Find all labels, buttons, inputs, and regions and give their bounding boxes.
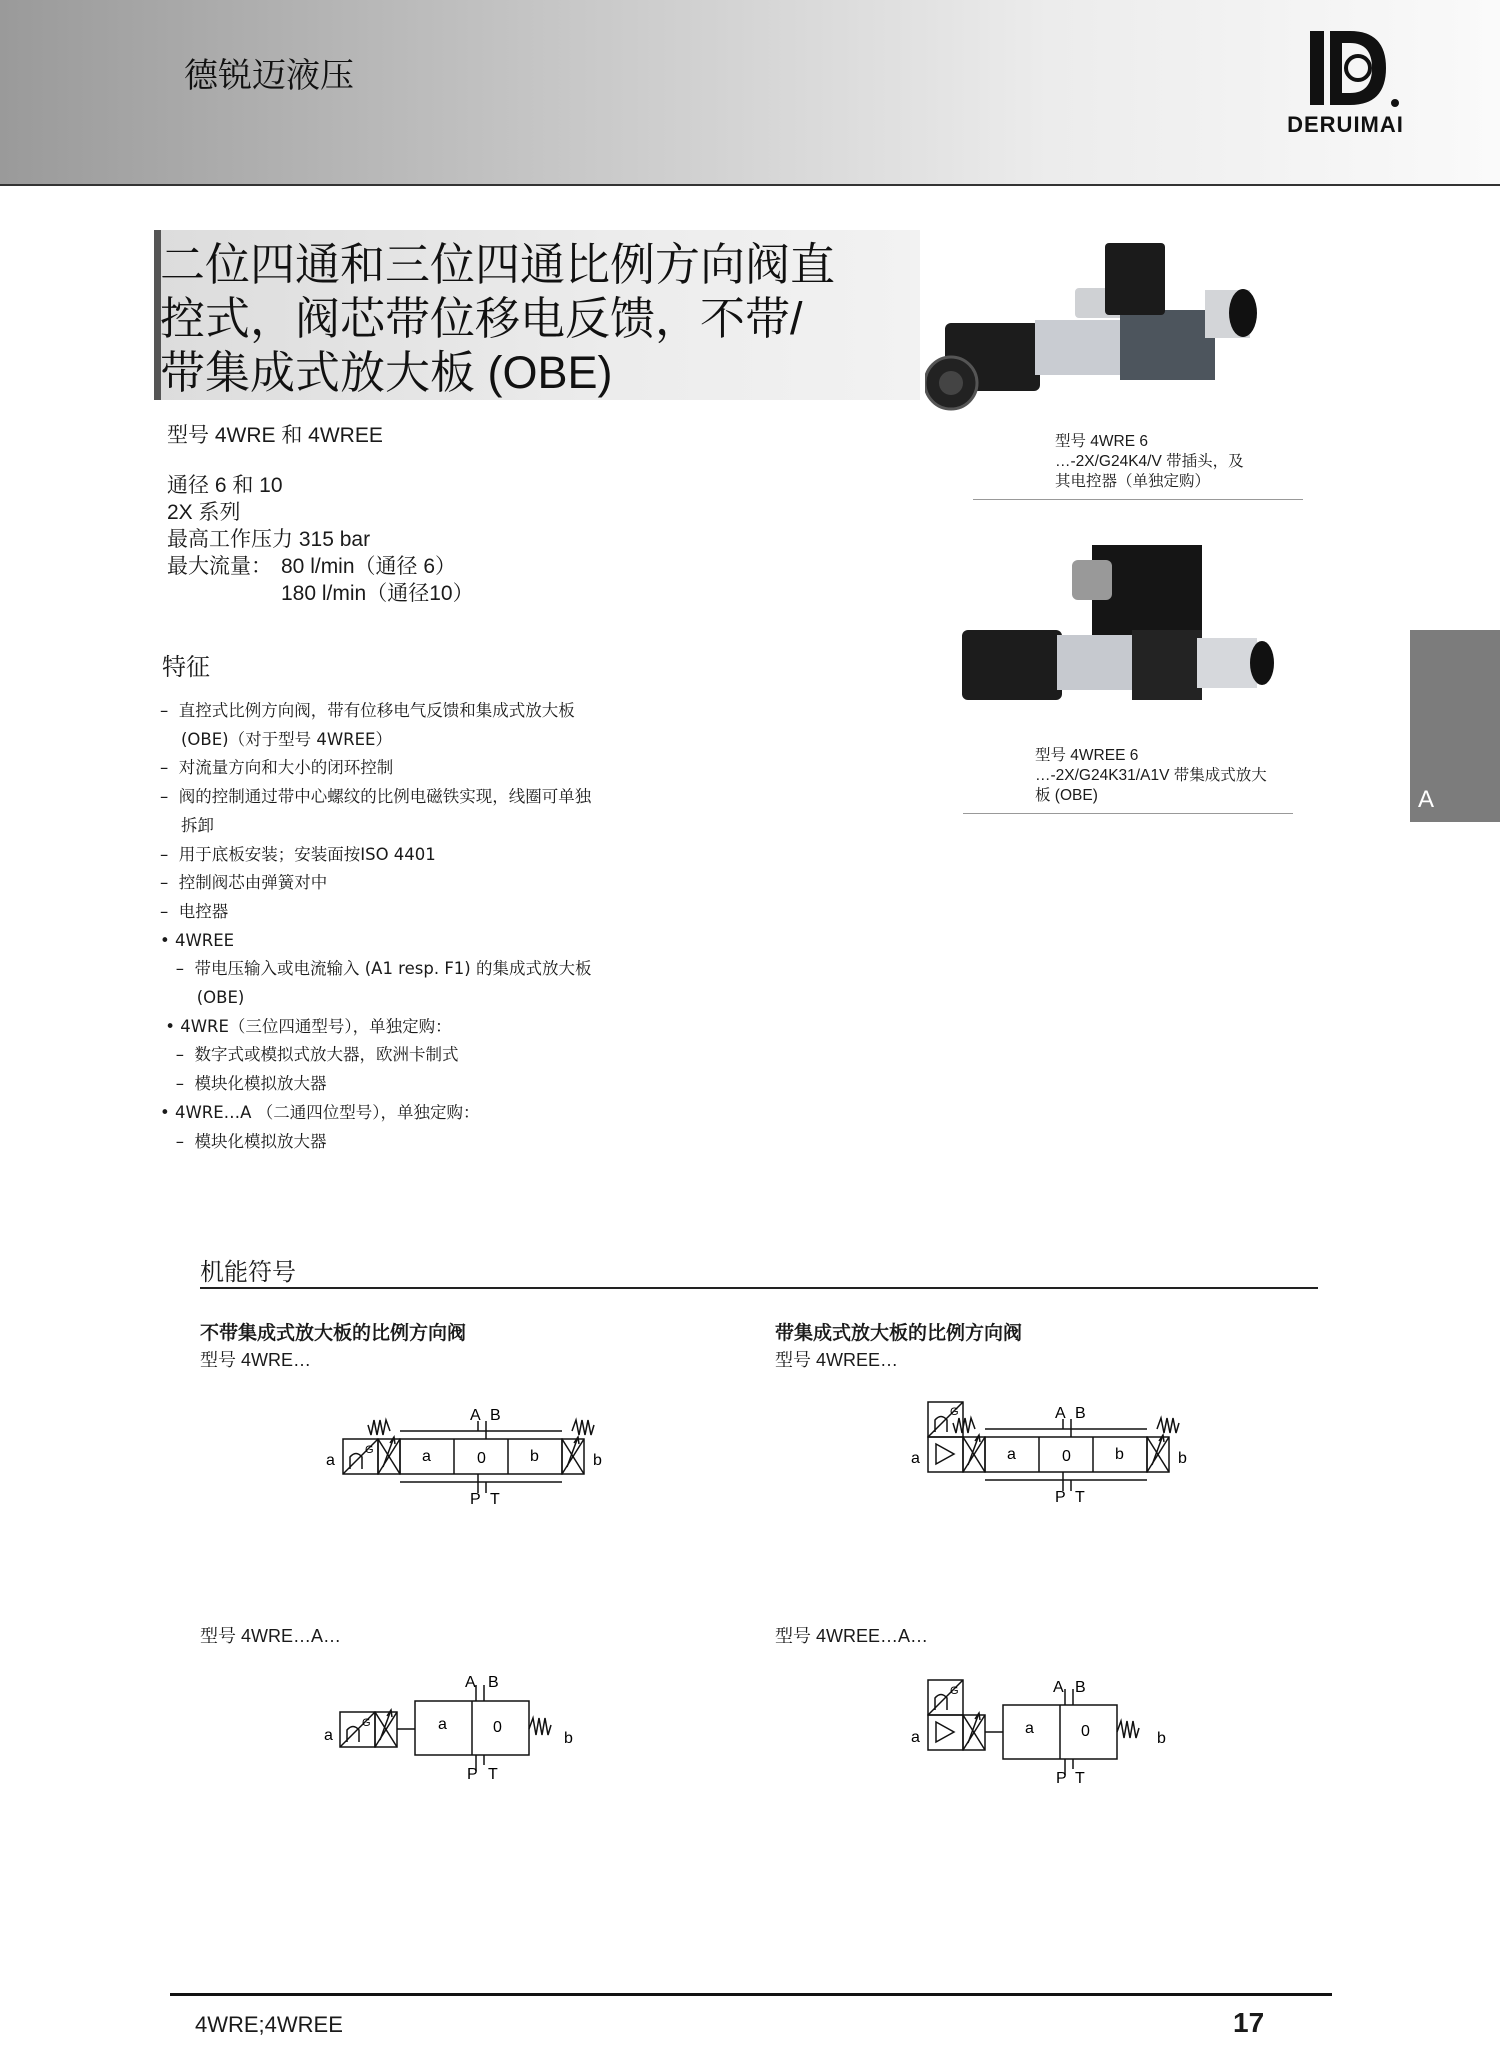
- photo1-caption-3: 其电控器（单独定购）: [1055, 473, 1211, 490]
- photo1-caption-rule: [973, 499, 1303, 500]
- solenoid-label-a: a: [911, 1450, 920, 1467]
- pos-label-a: a: [1025, 1720, 1034, 1737]
- pos-label-0: 0: [493, 1719, 502, 1736]
- valve-photo-4wree: [962, 530, 1292, 720]
- title-line-3: 带集成式放大板 (OBE): [160, 347, 613, 398]
- solenoid-label-b: b: [593, 1452, 602, 1469]
- feature-item: – 模块化模拟放大器: [160, 1074, 327, 1094]
- solenoid-label-a: a: [324, 1727, 333, 1744]
- port-label-t: T: [1075, 1770, 1085, 1787]
- port-label-b: B: [488, 1674, 499, 1691]
- pos-label-b: b: [530, 1448, 539, 1465]
- product-title: [160, 238, 900, 400]
- spec-flow-label: 最大流量：: [167, 555, 272, 578]
- symbol-4wree: [905, 1392, 1235, 1512]
- right-symbol-model-2: 型号 4WREE…A…: [775, 1626, 929, 1646]
- photo2-caption-rule: [963, 813, 1293, 814]
- feature-item: 拆卸: [160, 815, 214, 835]
- port-label-t: T: [490, 1491, 500, 1508]
- spec-series: 2X 系列: [167, 501, 241, 524]
- title-line-1: 二位四通和三位四通比例方向阀直: [160, 239, 836, 290]
- symbol-4wre-a: [320, 1665, 600, 1790]
- port-label-b: B: [1075, 1679, 1086, 1696]
- port-label-p: P: [1055, 1489, 1066, 1506]
- feature-item: – 控制阀芯由弹簧对中: [160, 873, 328, 893]
- right-symbol-title: 带集成式放大板的比例方向阀: [775, 1323, 1023, 1344]
- port-label-a: A: [1053, 1679, 1064, 1696]
- gauge-label-g: G: [362, 1717, 371, 1729]
- port-label-a: A: [465, 1674, 476, 1691]
- photo1-caption-2: …-2X/G24K4/V 带插头，及: [1055, 453, 1244, 470]
- feature-item: – 对流量方向和大小的闭环控制: [160, 758, 394, 778]
- page-number: 17: [1233, 2007, 1265, 2038]
- photo2-caption-3: 板 (OBE): [1035, 787, 1098, 804]
- solenoid-label-b: b: [1178, 1450, 1187, 1467]
- right-symbol-model: 型号 4WREE…: [775, 1350, 899, 1370]
- solenoid-label-a: a: [911, 1729, 920, 1746]
- symbol-4wre: [320, 1395, 650, 1515]
- model-line: 型号 4WRE 和 4WREE: [167, 424, 383, 447]
- feature-item: – 阀的控制通过带中心螺纹的比例电磁铁实现，线圈可单独: [160, 787, 592, 807]
- features-list: [160, 697, 592, 1156]
- footer-model: 4WRE;4WREE: [195, 2012, 343, 2037]
- photo2-caption-2: …-2X/G24K31/A1V 带集成式放大: [1035, 767, 1267, 784]
- port-label-b: B: [490, 1407, 501, 1424]
- gauge-label-g: G: [950, 1406, 959, 1418]
- title-line-2: 控式，阀芯带位移电反馈，不带/: [160, 293, 803, 344]
- brand-name: 德锐迈液压: [184, 57, 354, 95]
- left-symbol-title: 不带集成式放大板的比例方向阀: [200, 1323, 467, 1344]
- spring-label-b: b: [564, 1730, 573, 1747]
- logo-wordmark: DERUIMAI: [1287, 112, 1404, 137]
- pos-label-b: b: [1115, 1446, 1124, 1463]
- feature-item: • 4WRE（三位四通型号），单独定购：: [160, 1016, 452, 1036]
- feature-item: – 直控式比例方向阀，带有位移电气反馈和集成式放大板: [160, 701, 575, 720]
- spec-flow-1: 80 l/min（通径 6）: [281, 555, 457, 578]
- left-symbol-model: 型号 4WRE…: [200, 1350, 312, 1370]
- feature-item: • 4WREE: [160, 930, 235, 950]
- port-label-p: P: [470, 1491, 481, 1508]
- pos-label-a: a: [438, 1716, 447, 1733]
- feature-item: (OBE)（对于型号 4WREE）: [160, 729, 392, 749]
- feature-item: – 模块化模拟放大器: [160, 1131, 327, 1151]
- symbols-heading: 机能符号: [200, 1259, 296, 1286]
- pos-label-0: 0: [1062, 1448, 1071, 1465]
- gauge-label-g: G: [950, 1685, 959, 1697]
- spec-flow-2: 180 l/min（通径10）: [281, 582, 474, 605]
- symbols-heading-rule: [200, 1287, 1318, 1289]
- photo1-caption-1: 型号 4WRE 6: [1055, 433, 1149, 450]
- port-label-a: A: [470, 1407, 481, 1424]
- spec-pressure: 最高工作压力 315 bar: [167, 528, 371, 551]
- valve-photo-4wre: [925, 228, 1275, 413]
- section-tab-letter: A: [1418, 786, 1435, 813]
- feature-item: • 4WRE…A （二通四位型号），单独定购：: [160, 1102, 480, 1122]
- photo2-caption-1: 型号 4WREE 6: [1035, 747, 1139, 764]
- port-label-p: P: [1056, 1770, 1067, 1787]
- spring-label-b: b: [1157, 1730, 1166, 1747]
- gauge-label-g: G: [365, 1444, 374, 1456]
- solenoid-label-a: a: [326, 1452, 335, 1469]
- footer-divider: [170, 1993, 1332, 1996]
- port-label-b: B: [1075, 1405, 1086, 1422]
- pos-label-a: a: [422, 1448, 431, 1465]
- left-symbol-model-2: 型号 4WRE…A…: [200, 1626, 342, 1646]
- header-divider: [0, 184, 1500, 186]
- pos-label-0: 0: [1081, 1723, 1090, 1740]
- spec-size: 通径 6 和 10: [167, 474, 283, 497]
- features-heading: 特征: [162, 654, 210, 681]
- symbol-4wree-a: [905, 1665, 1185, 1795]
- port-label-p: P: [467, 1766, 478, 1783]
- feature-item: (OBE): [160, 988, 245, 1008]
- feature-item: – 数字式或模拟式放大器，欧洲卡制式: [160, 1045, 459, 1065]
- pos-label-a: a: [1007, 1446, 1016, 1463]
- port-label-t: T: [1075, 1489, 1085, 1506]
- feature-item: – 带电压输入或电流输入 (A1 resp. F1) 的集成式放大板: [160, 959, 592, 979]
- port-label-a: A: [1055, 1405, 1066, 1422]
- port-label-t: T: [488, 1766, 498, 1783]
- pos-label-0: 0: [477, 1450, 486, 1467]
- feature-item: – 电控器: [160, 901, 229, 921]
- feature-item: – 用于底板安装；安装面按ISO 4401: [160, 844, 436, 864]
